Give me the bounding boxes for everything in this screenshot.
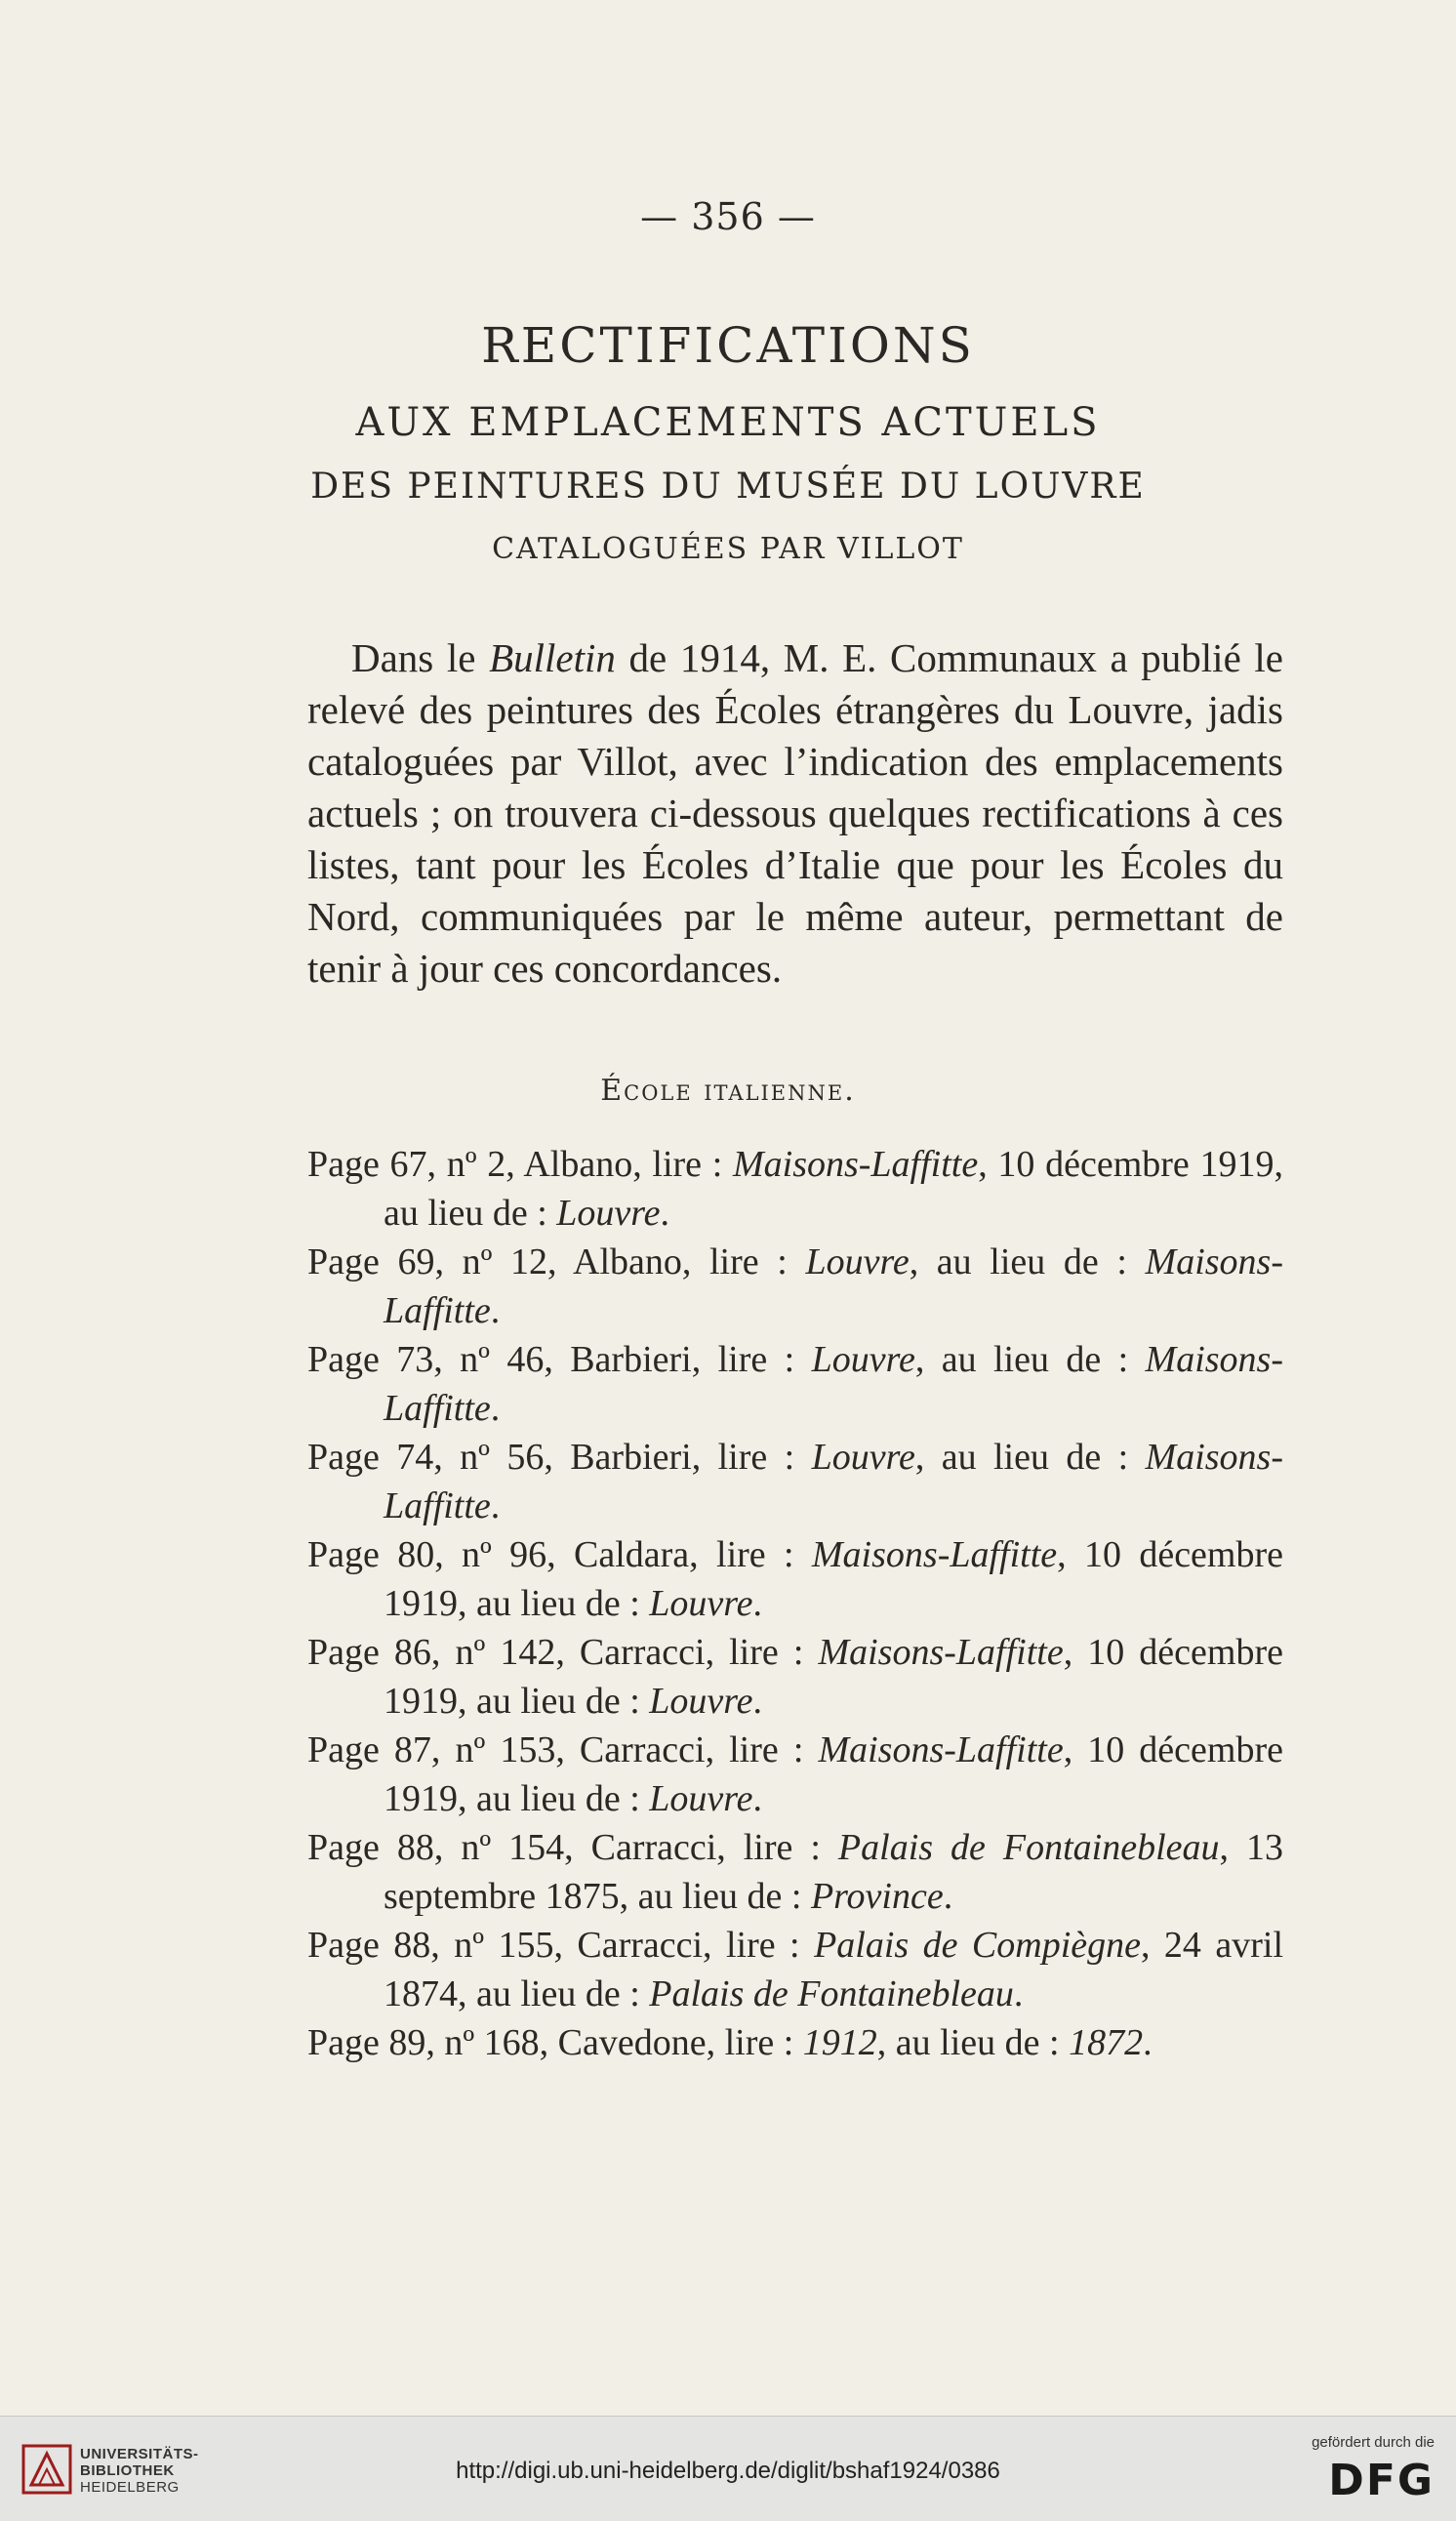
- dfg-logo: DFG: [1328, 2456, 1435, 2505]
- entry-reference: Page 86, nº 142, Carracci, lire :: [307, 1632, 819, 1673]
- entry-end: .: [752, 1583, 763, 1624]
- rectification-entry: [307, 1433, 1283, 1530]
- entry-end: .: [490, 1485, 501, 1526]
- entry-old-location: Louvre: [649, 1583, 753, 1624]
- entry-date: , 10 décembre 1919, au lieu de :: [384, 1144, 1283, 1234]
- section-heading: École italienne.: [600, 1074, 856, 1108]
- rectification-entry: [307, 1335, 1283, 1433]
- entry-new-location: Maisons-Laffitte: [818, 1632, 1064, 1673]
- entry-old-location: Palais de Fontainebleau: [649, 1973, 1014, 2014]
- title-line-3: DES PEINTURES DU MUSÉE DU LOUVRE: [310, 467, 1146, 507]
- rectification-entry: [307, 1530, 1283, 1628]
- entry-new-location: Maisons-Laffitte: [818, 1729, 1064, 1770]
- entry-old-location: Louvre: [556, 1193, 661, 1234]
- entry-end: .: [752, 1681, 763, 1722]
- entry-end: .: [752, 1778, 763, 1819]
- entry-end: .: [490, 1388, 501, 1429]
- entry-date: , au lieu de :: [909, 1241, 1146, 1282]
- entry-reference: Page 69, nº 12, Albano, lire :: [307, 1241, 806, 1282]
- entry-reference: Page 88, nº 155, Carracci, lire :: [307, 1925, 815, 1966]
- rectification-list: [307, 1140, 1283, 2067]
- title-line-4: CATALOGUÉES PAR VILLOT: [492, 532, 964, 566]
- entry-old-location: Louvre: [649, 1681, 753, 1722]
- page-number: — 356 —: [640, 195, 816, 238]
- entry-end: .: [660, 1193, 670, 1234]
- library-name-line-1: UNIVERSITÄTS-: [80, 2446, 199, 2462]
- entry-end: .: [490, 1290, 501, 1331]
- rectification-entry: [307, 1628, 1283, 1726]
- entry-new-location: Louvre: [805, 1241, 910, 1282]
- intro-italic: Bulletin: [489, 635, 616, 680]
- library-name-line-3: HEIDELBERG: [80, 2479, 180, 2496]
- entry-date: , au lieu de :: [914, 1437, 1146, 1478]
- entry-date: , 10 décembre 1919, au lieu de :: [384, 1534, 1284, 1624]
- entry-old-location: Maisons-Laffitte: [384, 1241, 1283, 1331]
- entry-old-location: 1872: [1069, 2022, 1144, 2063]
- entry-date: , 24 avril 1874, au lieu de :: [384, 1925, 1284, 2014]
- entry-old-location: Louvre: [649, 1778, 753, 1819]
- intro-text-start: Dans le: [351, 635, 490, 680]
- entry-reference: Page 74, nº 56, Barbieri, lire :: [307, 1437, 812, 1478]
- entry-new-location: Palais de Fontainebleau: [837, 1827, 1220, 1868]
- entry-date: , au lieu de :: [876, 2022, 1070, 2063]
- library-name-line-2: BIBLIOTHEK: [80, 2462, 175, 2479]
- permalink-url[interactable]: http://digi.ub.uni-heidelberg.de/diglit/bshaf1924/0386: [456, 2458, 1000, 2484]
- rectification-entry: [307, 2018, 1283, 2067]
- title-line-1: RECTIFICATIONS: [481, 317, 975, 374]
- entry-reference: Page 73, nº 46, Barbieri, lire :: [307, 1339, 812, 1380]
- entry-reference: Page 88, nº 154, Carracci, lire :: [307, 1827, 838, 1868]
- entry-date: , au lieu de :: [914, 1339, 1146, 1380]
- entry-reference: Page 89, nº 168, Cavedone, lire :: [307, 2022, 803, 2063]
- entry-new-location: Maisons-Laffitte: [732, 1144, 979, 1185]
- entry-reference: Page 80, nº 96, Caldara, lire :: [307, 1534, 812, 1575]
- entry-new-location: Maisons-Laffitte: [811, 1534, 1058, 1575]
- entry-date: , 10 décembre 1919, au lieu de :: [384, 1632, 1283, 1722]
- entry-old-location: Maisons-Laffitte: [384, 1437, 1283, 1526]
- entry-old-location: Province: [810, 1876, 944, 1917]
- rectification-entry: [307, 1238, 1283, 1335]
- entry-reference: Page 67, nº 2, Albano, lire :: [307, 1144, 733, 1185]
- rectification-entry: [307, 1823, 1283, 1921]
- footer-bar: [0, 2416, 1456, 2521]
- intro-text-rest: de 1914, M. E. Communaux a publié le relevé des peintures des Écoles étrangères du Louvre, jadis cataloguées par Villot, avec l’indication des emplacements actuels ; on trouvera ci-dessous quelques rectifications à ces listes, tant pour les Écoles d’Italie que pour les Écoles du Nord, communiquées par le même auteur, permettant de tenir à jour ces concordances.: [307, 635, 1283, 991]
- entry-new-location: 1912: [802, 2022, 877, 2063]
- intro-paragraph: [307, 632, 1283, 995]
- title-line-2: AUX EMPLACEMENTS ACTUELS: [355, 400, 1101, 445]
- entry-end: .: [1013, 1973, 1024, 2014]
- entry-date: , 13 septembre 1875, au lieu de :: [384, 1827, 1283, 1917]
- entry-date: , 10 décembre 1919, au lieu de :: [384, 1729, 1283, 1819]
- rectification-entry: [307, 1726, 1283, 1823]
- entry-new-location: Louvre: [811, 1339, 915, 1380]
- rectification-entry: [307, 1921, 1283, 2018]
- entry-old-location: Maisons-Laffitte: [384, 1339, 1283, 1429]
- entry-end: .: [943, 1876, 953, 1917]
- entry-new-location: Louvre: [811, 1437, 915, 1478]
- entry-new-location: Palais de Compiègne: [814, 1925, 1141, 1966]
- entry-reference: Page 87, nº 153, Carracci, lire :: [307, 1729, 819, 1770]
- entry-end: .: [1143, 2022, 1153, 2063]
- rectification-entry: [307, 1140, 1283, 1238]
- funding-caption: gefördert durch die: [1312, 2434, 1435, 2451]
